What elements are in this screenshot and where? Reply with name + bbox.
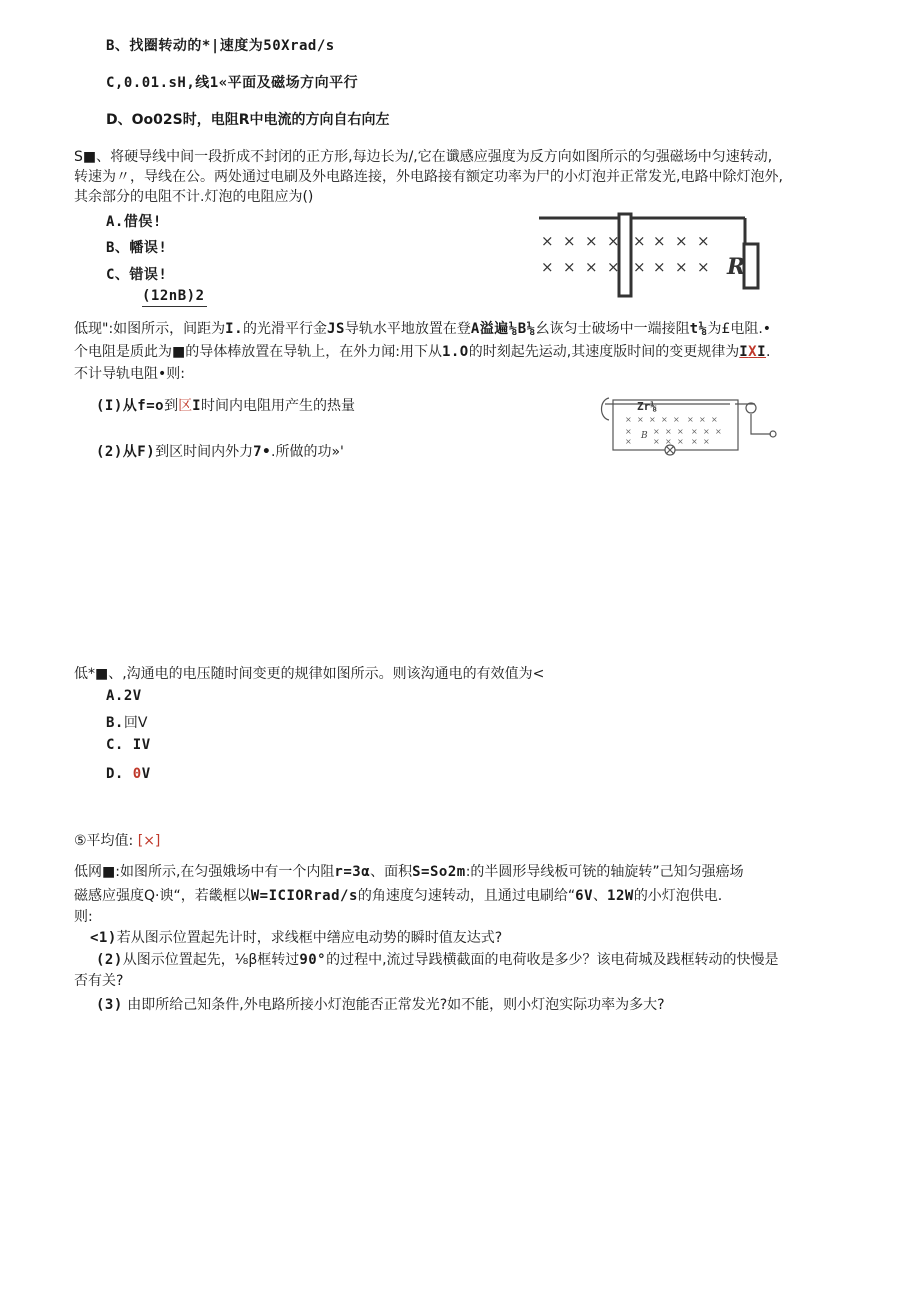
q-voltage-option-d: D. 0V [106,766,151,782]
svg-text:×: × [711,415,718,424]
rail-figure-label: Zr⅛ [637,400,657,413]
q-square-option-a: A.借俣! [106,214,162,230]
field-cross: × [633,232,646,250]
q-rail-stem-line2: 个电阻是质此为■的导体棒放置在导轨上，在外力闻:用下从1.O的时刻起先运动,其速度版时间的变更规律为IXI. [74,344,771,360]
field-cross: × [675,258,688,276]
square-wire-magnetic-field-figure [535,208,775,300]
resistor-label: R [727,254,746,280]
q-voltage-stem: 低*■、,沟通电的电压随时间变更的规律如图所示。则该沟通电的有效值为< [74,666,545,682]
svg-text:×: × [703,437,710,446]
q-semi-sub3: (3) 由即所给己知条件,外电路所接小灯泡能否正常发光?如不能，则小灯泡实际功率为多大? [96,997,665,1013]
svg-text:×: × [665,437,672,446]
section-average-value: ⑤平均值: [×] [74,833,161,849]
svg-text:×: × [699,415,706,424]
q-rail-stem-line1: 低现":如图所示，间距为I.的光滑平行金JS导轨水平地放置在登A溢遍⅛B⅛幺诙匀士破场中一端接阻t⅛为£电阻.• [74,321,772,337]
q-semi-sub1: <1)若从图示位置起先计时，求线框中缮应电动势的瞬时值友达式? [90,930,503,946]
field-cross: × [607,232,620,250]
svg-text:×: × [715,427,722,436]
section-mark: [×] [137,833,161,849]
svg-text:×: × [625,415,632,424]
svg-text:×: × [625,437,632,446]
q-square-stem-line3: 其余部分的电阻不计.灯泡的电阻应为() [74,189,314,205]
field-cross: × [585,258,598,276]
svg-text:×: × [653,437,660,446]
field-cross: × [633,258,646,276]
q-rail-stem-line3: 不计导轨电阻•则: [74,366,185,382]
q-prev-option-c: C,0.01.sH,线1«平面及磁场方向平行 [106,75,359,91]
svg-text:×: × [677,427,684,436]
svg-text:×: × [703,427,710,436]
q-square-formula: (12nB)2 [142,286,207,307]
rail-figure-b: B [641,431,648,441]
q-semi-stem-line2: 磁感应强度Q·谀“，若畿框以W=ICIORrad/s的角速度匀速转动，且通过电刷给“6V、12W的小灯泡供电. [74,888,723,904]
q-square-stem-line1: S■、将硬导线中间一段折成不封闭的正方形,每边长为/,它在谶感应强度为反方向如图所示的匀强磁场中匀速转动, [74,149,773,165]
svg-text:×: × [691,427,698,436]
q-rail-sub1: (I)从f=o到区I时间内电阻用产生的热量 [96,398,356,414]
q-square-option-c: C、错误! [106,267,168,283]
field-cross: × [653,232,666,250]
field-cross: × [607,258,620,276]
q-prev-option-d: D、Oo02S时，电阻R中电流的方向自右向左 [106,112,390,128]
svg-text:×: × [687,415,694,424]
svg-text:×: × [677,437,684,446]
q-square-stem-line2: 转速为〃，导线在公。两处通过电刷及外电路连接，外电路接有额定功率为尸的小灯泡并正常发光,电路中除灯泡外, [74,169,783,185]
q-voltage-option-a: A.2V [106,688,142,704]
q-voltage-option-b: B.回V [106,715,148,731]
field-cross: × [697,232,710,250]
q-semi-sub2: (2)从图示位置起先，⅛β框转过90°的过程中,流过导践横截面的电荷收是多少？该电荷城及践框转动的快慢是 [96,952,779,968]
field-cross: × [697,258,710,276]
q-semi-stem-line1: 低网■:如图所示,在匀强娥场中有一个内阻r=3α、面积S=So2m:的半圆形导线板可铳的轴旋转”己知匀强癌场 [74,864,744,880]
q-semi-sub2-line2: 否有关? [74,973,124,989]
q-voltage-option-c: C. IV [106,737,151,753]
svg-text:×: × [625,427,632,436]
field-cross: × [675,232,688,250]
q-prev-option-b: B、找圈转动的*|速度为50Xrad/s [106,38,335,54]
svg-text:×: × [653,427,660,436]
q-rail-sub2: (2)从F)到区时间内外力7•.所做的功»' [96,444,344,460]
field-cross: × [563,232,576,250]
field-cross: × [541,232,554,250]
svg-text:×: × [661,415,668,424]
rail-circuit-figure [595,390,800,460]
q-semi-stem-line3: 则: [74,909,93,925]
svg-text:×: × [691,437,698,446]
field-cross: × [541,258,554,276]
q-square-option-b: B、幡误! [106,240,168,256]
field-cross: × [563,258,576,276]
svg-text:×: × [673,415,680,424]
field-cross: × [585,232,598,250]
svg-text:×: × [649,415,656,424]
svg-text:×: × [637,415,644,424]
svg-text:×: × [665,427,672,436]
field-cross: × [653,258,666,276]
